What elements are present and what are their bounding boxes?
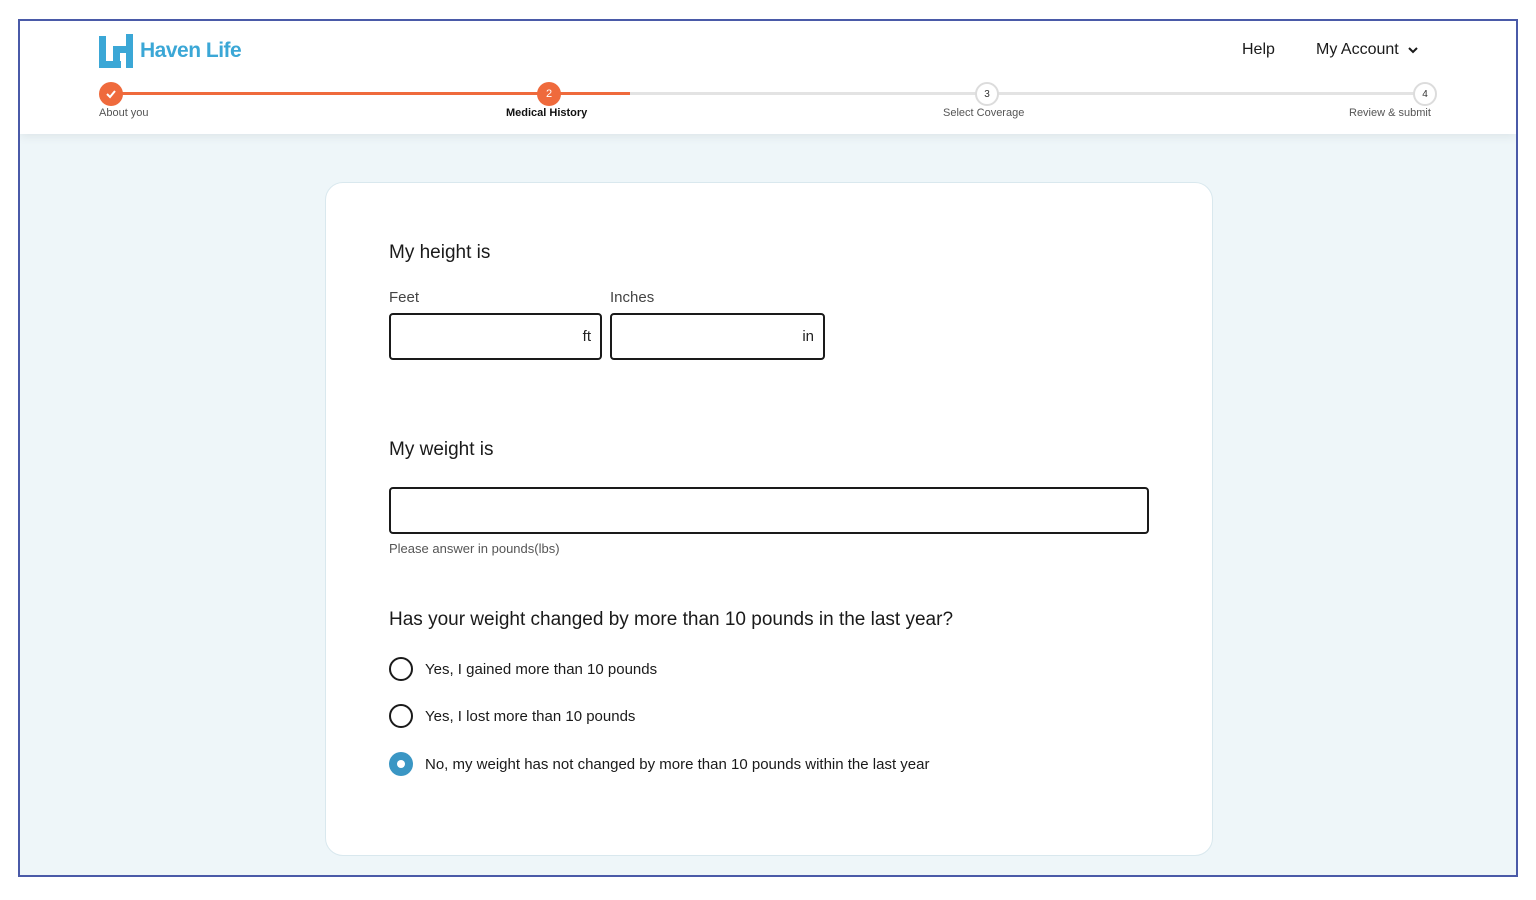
haven-life-logo-icon [99, 34, 133, 68]
step-4-indicator: 4 [1413, 82, 1437, 106]
my-account-menu[interactable] [1316, 41, 1419, 59]
inches-label: Inches [610, 289, 655, 306]
radio-label: No, my weight has not changed by more than 10 pounds within the last year [425, 755, 930, 773]
step-4-label: Review & submit [1349, 107, 1431, 119]
step-3-indicator: 3 [975, 82, 999, 106]
radio-option-no-change[interactable] [389, 752, 929, 776]
feet-unit: ft [582, 328, 591, 345]
step-3-label: Select Coverage [943, 107, 1025, 119]
radio-checked-icon[interactable] [389, 752, 413, 776]
brand-name: Haven Life [140, 39, 242, 62]
step-1-label: About you [99, 107, 149, 119]
height-title: My height is [389, 242, 491, 263]
feet-label: Feet [389, 289, 420, 306]
my-account-label: My Account [1316, 41, 1399, 58]
radio-label: Yes, I gained more than 10 pounds [425, 660, 658, 678]
medical-history-form-card [325, 182, 1213, 856]
brand-logo[interactable] [99, 34, 241, 68]
radio-unchecked-icon[interactable] [389, 704, 413, 728]
app-frame [18, 19, 1518, 877]
feet-input[interactable] [389, 313, 602, 360]
radio-unchecked-icon[interactable] [389, 657, 413, 681]
chevron-down-icon [1407, 44, 1419, 56]
radio-option-gained[interactable] [389, 657, 657, 681]
weight-hint: Please answer in pounds(lbs) [389, 541, 560, 556]
weight-change-question: Has your weight changed by more than 10 pounds in the last year? [389, 609, 954, 630]
header [20, 21, 1516, 134]
step-1-indicator [99, 82, 123, 106]
help-link[interactable]: Help [1242, 41, 1275, 58]
radio-option-lost[interactable] [389, 704, 635, 728]
radio-label: Yes, I lost more than 10 pounds [425, 707, 636, 725]
inches-unit: in [802, 328, 814, 345]
weight-input[interactable] [389, 487, 1149, 534]
weight-title: My weight is [389, 439, 494, 460]
checkmark-icon [105, 88, 117, 100]
step-2-indicator: 2 [537, 82, 561, 106]
inches-input[interactable] [610, 313, 825, 360]
step-2-label: Medical History [506, 107, 588, 119]
